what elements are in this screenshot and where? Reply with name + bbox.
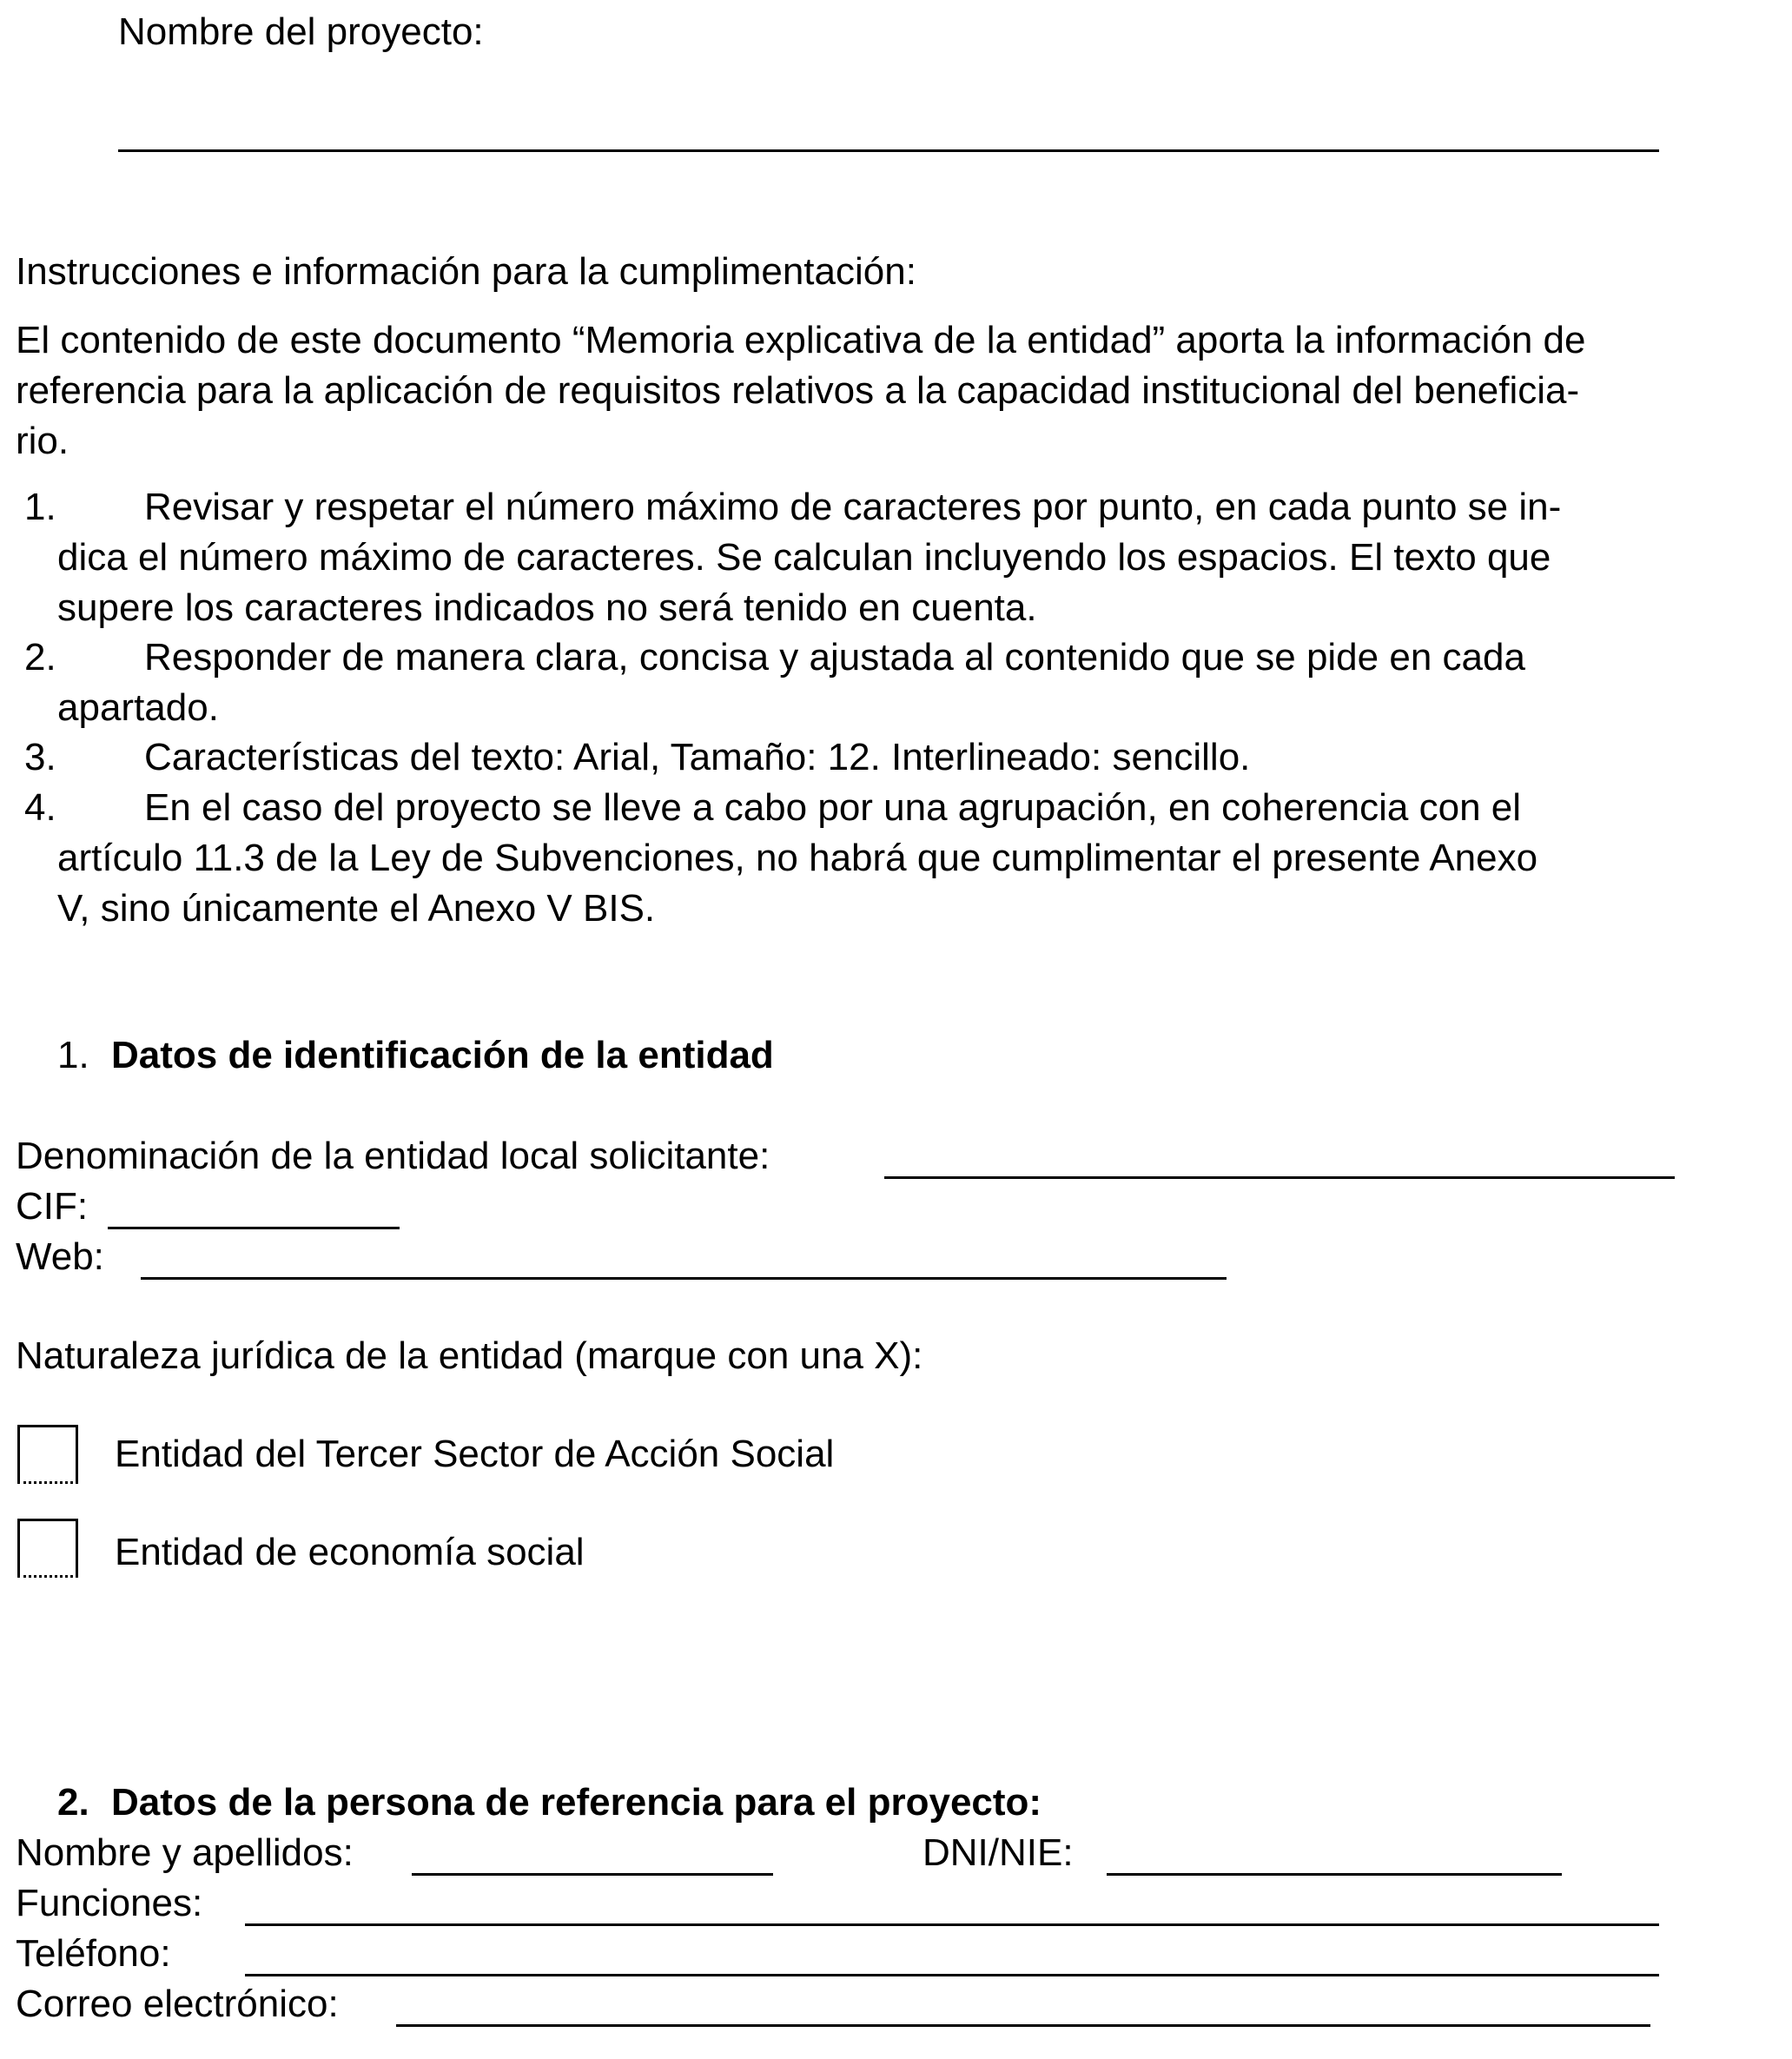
web-label: Web: [16,1235,104,1278]
item-line: apartado. [57,686,219,729]
intro-line-3: rio. [16,420,69,462]
nombre-label: Nombre y apellidos: [16,1831,354,1874]
denominacion-field[interactable] [884,1176,1675,1179]
intro-line-1: El contenido de este documento “Memoria explicativa de la entidad” aporta la información de [16,319,1586,361]
item-line: Características del texto: Arial, Tamaño: 12. Interlineado: sencillo. [144,736,1251,778]
item-line: En el caso del proyecto se lleve a cabo por una agrupación, en coherencia con el [144,786,1522,829]
section2-number: 2. [57,1781,89,1824]
telefono-label: Teléfono: [16,1932,171,1975]
tercer-sector-checkbox[interactable] [17,1425,78,1484]
tercer-sector-label: Entidad del Tercer Sector de Acción Social [115,1433,835,1475]
intro-line-2: referencia para la aplicación de requisitos relativos a la capacidad institucional del beneficia- [16,369,1580,412]
item-line: V, sino únicamente el Anexo V BIS. [57,887,656,930]
naturaleza-label: Naturaleza jurídica de la entidad (marque con una X): [16,1334,923,1377]
economia-social-label: Entidad de economía social [115,1531,585,1573]
section1-number: 1. [57,1034,89,1076]
funciones-label: Funciones: [16,1882,203,1924]
instructions-heading: Instrucciones e información para la cumplimentación: [16,250,916,293]
section2-title: Datos de la persona de referencia para el proyecto: [111,1781,1042,1824]
item-number: 1. [24,486,56,528]
item-line: Revisar y respetar el número máximo de caracteres por punto, en cada punto se in- [144,486,1562,528]
item-number: 3. [24,736,56,778]
item-line: artículo 11.3 de la Ley de Subvenciones, no habrá que cumplimentar el presente Anexo [57,837,1538,879]
telefono-field[interactable] [245,1974,1659,1976]
item-number: 2. [24,636,56,679]
nombre-field[interactable] [412,1873,773,1876]
cif-field[interactable] [108,1227,400,1229]
web-field[interactable] [141,1277,1227,1280]
correo-label: Correo electrónico: [16,1983,339,2025]
denominacion-label: Denominación de la entidad local solicitante: [16,1135,770,1177]
economia-social-checkbox[interactable] [17,1519,78,1578]
project-name-label: Nombre del proyecto: [118,10,484,53]
funciones-field[interactable] [245,1923,1659,1926]
item-line: supere los caracteres indicados no será tenido en cuenta. [57,586,1037,629]
cif-label: CIF: [16,1185,89,1228]
item-line: dica el número máximo de caracteres. Se calculan incluyendo los espacios. El texto que [57,536,1551,579]
section1-title: Datos de identificación de la entidad [111,1034,774,1076]
item-line: Responder de manera clara, concisa y ajustada al contenido que se pide en cada [144,636,1525,679]
project-name-field[interactable] [118,149,1659,152]
dni-label: DNI/NIE: [922,1831,1074,1874]
correo-field[interactable] [396,2024,1650,2027]
dni-field[interactable] [1107,1873,1562,1876]
item-number: 4. [24,786,56,829]
